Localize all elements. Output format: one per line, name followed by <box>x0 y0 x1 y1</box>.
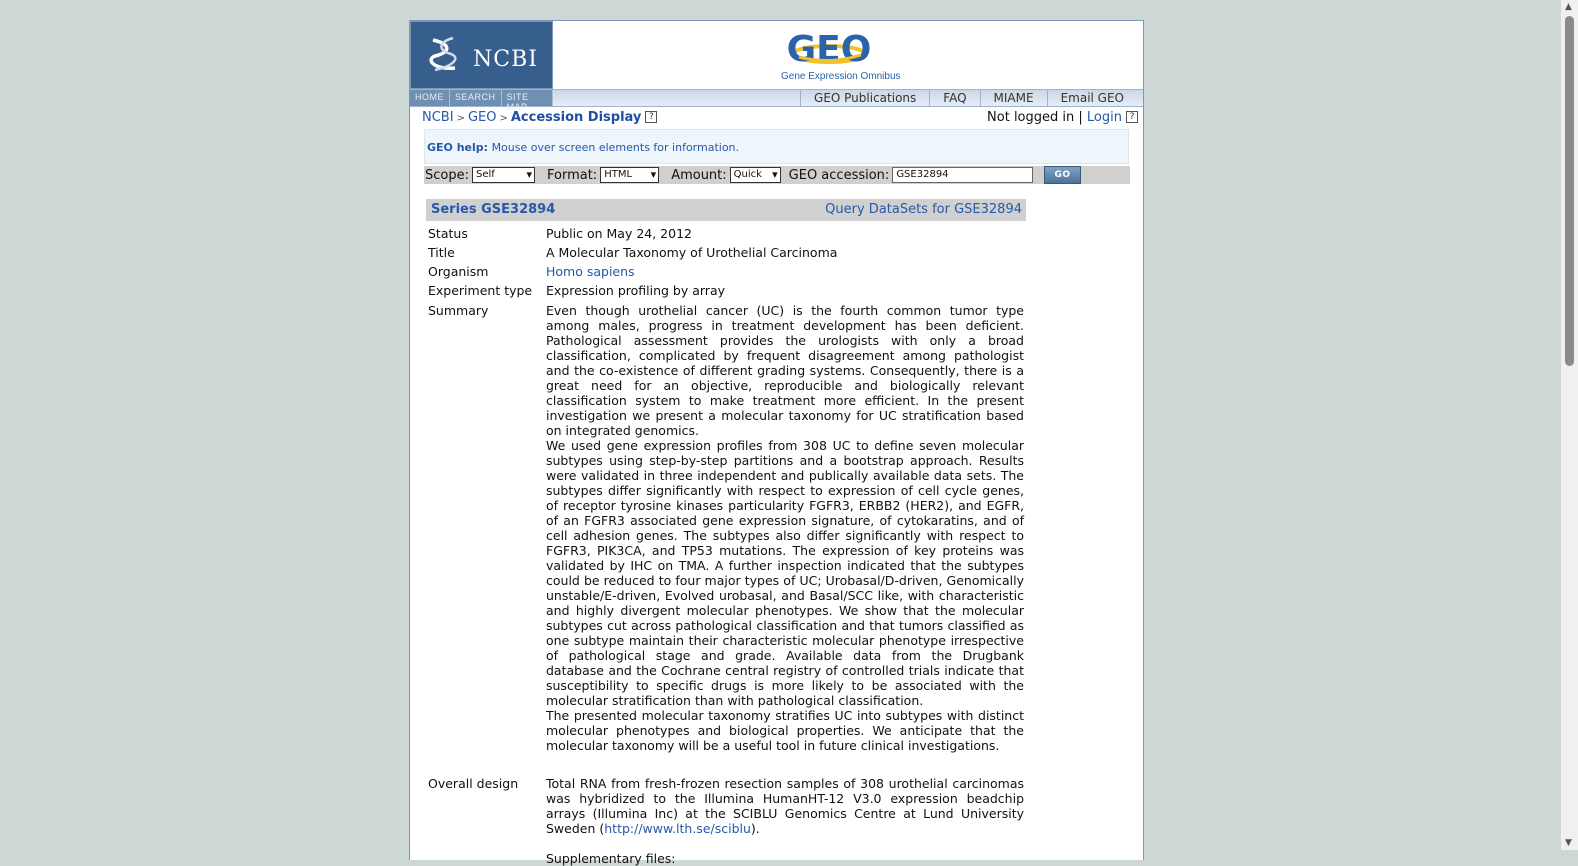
login-link[interactable]: Login <box>1086 110 1122 125</box>
login-status: Not logged in <box>987 110 1075 125</box>
geo-banner <box>553 21 1143 89</box>
ncbi-logo-text: NCBI <box>473 47 538 72</box>
accession-label: GEO accession: <box>788 167 890 183</box>
summary-paragraph-2: We used gene expression profiles from 308 UC to define seven molecular subtypes using step-by-step partitions and a bootstrap approach. Results were validated in three independent and publically available data sets. The subtypes differ significantly with respect to expression of cell cycle genes, of receptor tyrosine kinases particularity FGFR3, ERBB2 (HER2), and EGFR, of an FGFR3 associated gene expression signature, of cytokaratins, and of cell adhesion genes. The subtypes also differ significantly with respect to FGFR3, PIK3CA, and TP53 mutations. The expression of key proteins was validated by IHC on TMA. A further inspection indicated that the subtypes could be reduced to four major types of UC; Urobasal/D-driven, Genomically unstable/E-driven, Evolved urobasal, and Basal/SCC like, with characteristic and highly divergent molecular phenotypes. We show that the molecular subtypes cut across pathological classification and that tumors classified as one subtype maintain their characteristic molecular phenotype irrespective of pathological stage and grade. Available data from the Drugbank database and the Cochrane central registry of controlled trials indicate that susceptibility to specific drugs is more likely to be associated with the molecular stratification than with pathological classification. <box>546 438 1024 708</box>
page-container <box>409 20 1144 866</box>
design-row <box>428 776 1028 866</box>
summary-paragraph-3: The presented molecular taxonomy stratifies UC into subtypes with distinct molecular phenotypes and biological properties. We anticipate that the molecular taxonomy will be a useful tool in future clinical investigations. <box>546 708 1024 753</box>
nav-email-geo[interactable]: Email GEO <box>1047 90 1137 106</box>
series-details <box>428 224 1028 866</box>
experiment-row <box>428 281 1028 300</box>
geo-nav <box>800 90 1137 106</box>
amount-select[interactable]: Quick ▾ <box>730 167 781 183</box>
breadcrumb-current: Accession Display <box>510 110 642 125</box>
summary-label: Summary <box>428 303 489 318</box>
supplementary-label: Supplementary files: <box>546 851 676 866</box>
nav-home[interactable]: HOME <box>410 90 450 106</box>
status-value: Public on May 24, 2012 <box>546 226 692 241</box>
experiment-value: Expression profiling by array <box>546 283 726 298</box>
design-text: Total RNA from fresh-frozen resection samples of 308 urothelial carcinomas was hybridized to the Illumina HumanHT-12 V3.0 expression beadchip arrays (Illumina Inc) at the SCIBLU Genomics Centre at Lund University Sweden ( <box>546 776 1024 836</box>
nav-site-map[interactable]: SITE MAP <box>502 90 553 106</box>
breadcrumb-separator: > <box>499 113 508 124</box>
geo-help-box <box>424 129 1129 164</box>
nav-faq[interactable]: FAQ <box>929 90 979 106</box>
help-text: Mouse over screen elements for information. <box>491 141 740 154</box>
geo-logo[interactable] <box>786 27 872 71</box>
organism-row <box>428 262 1028 281</box>
nav-geo-publications[interactable]: GEO Publications <box>800 90 929 106</box>
login-help-icon[interactable]: ? <box>1126 111 1138 123</box>
query-datasets-link[interactable]: Query DataSets for GSE32894 <box>825 202 1022 217</box>
nav-miame[interactable]: MIAME <box>980 90 1047 106</box>
scroll-up-arrow-icon[interactable]: ▲ <box>1565 2 1572 12</box>
ncbi-helix-icon <box>425 34 465 74</box>
geo-logo-text: GEO <box>786 29 872 70</box>
scrollbar-thumb[interactable] <box>1565 16 1574 366</box>
title-row <box>428 243 1028 262</box>
scroll-down-arrow-icon[interactable]: ▼ <box>1565 838 1572 848</box>
series-title[interactable]: Series GSE32894 <box>431 202 556 217</box>
status-row <box>428 224 1028 243</box>
summary-row <box>428 303 1028 753</box>
scope-select[interactable]: Self ▾ <box>472 167 535 183</box>
breadcrumb <box>422 110 657 125</box>
title-label: Title <box>428 245 455 260</box>
title-value: A Molecular Taxonomy of Urothelial Carcinoma <box>546 245 838 260</box>
format-label: Format: <box>546 167 598 183</box>
sciblu-link[interactable]: http://www.lth.se/sciblu <box>604 821 751 836</box>
go-button[interactable]: GO <box>1044 166 1081 184</box>
format-select[interactable]: HTML ▾ <box>600 167 659 183</box>
accession-controls <box>424 166 1130 184</box>
experiment-label: Experiment type <box>428 283 533 298</box>
breadcrumb-geo[interactable]: GEO <box>467 110 497 125</box>
design-end: ). <box>750 821 760 836</box>
ncbi-logo[interactable] <box>410 21 553 89</box>
navbar <box>410 89 1143 112</box>
ncbi-nav <box>410 90 553 112</box>
design-label: Overall design <box>428 776 519 791</box>
organism-link[interactable]: Homo sapiens <box>546 264 635 279</box>
accession-input[interactable]: GSE32894 <box>892 167 1033 183</box>
page-scrollbar[interactable] <box>1561 0 1578 850</box>
help-icon[interactable]: ? <box>645 111 657 123</box>
scope-label: Scope: <box>425 167 469 183</box>
design-value <box>546 776 1024 836</box>
amount-label: Amount: <box>671 167 727 183</box>
organism-label: Organism <box>428 264 489 279</box>
login-area <box>987 110 1138 125</box>
help-label: GEO help: <box>427 141 489 154</box>
nav-search[interactable]: SEARCH <box>450 90 502 106</box>
breadcrumb-ncbi[interactable]: NCBI <box>422 110 454 125</box>
login-separator: | <box>1078 110 1083 125</box>
status-label: Status <box>428 226 468 241</box>
breadcrumb-separator: > <box>456 113 465 124</box>
series-header <box>426 199 1026 221</box>
summary-paragraph-1: Even though urothelial cancer (UC) is the fourth common tumor type among males, progress in treatment development has been deficient. Pathological assessment provides the urologists with only a broad classification, complicated by frequent disagreement among pathologist and the co-existence of different grading systems. Consequently, there is a great need for an objective, reproducible and biologically relevant classification system to make treatment more efficient. In the present investigation we present a molecular taxonomy for UC stratification based on integrated genomics. <box>546 303 1024 438</box>
geo-subtitle: Gene Expression Omnibus <box>781 71 901 82</box>
